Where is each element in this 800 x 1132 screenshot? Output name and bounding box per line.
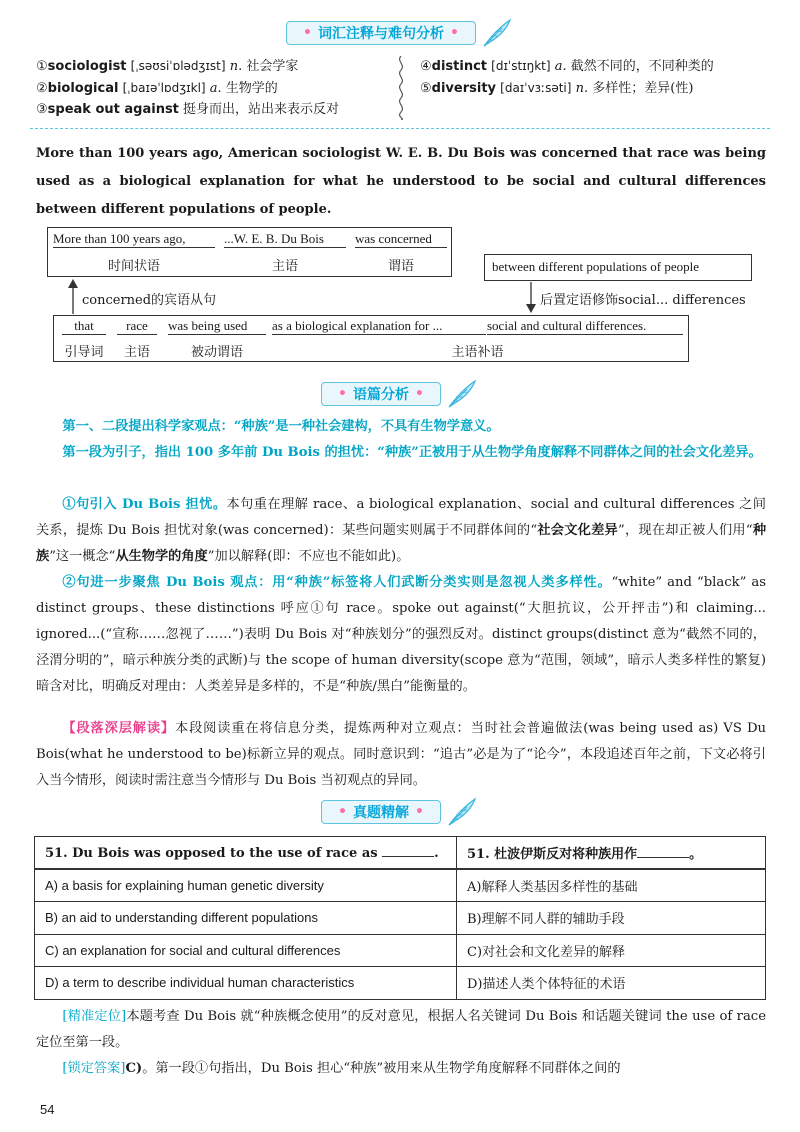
question-stem-en: 51. Du Bois was opposed to the use of race as . (35, 837, 457, 870)
dot-icon: • (415, 386, 424, 402)
diagram-segment-differences: social and cultural differences. (487, 318, 683, 335)
exam-section-pill (321, 800, 441, 824)
option-d-en: D) a term to describe individual human characteristics (35, 967, 457, 1000)
vocab-item-2: ②biological [ˌbaɪəˈlɒdʒɪkl] a. 生物学的 (36, 81, 278, 96)
section-divider (30, 128, 770, 129)
vocab-item-1: ①sociologist [ˌsəʊsiˈɒlədʒɪst] n. 社会学家 (36, 59, 299, 74)
question-stem-zh: 51. 杜波伊斯反对将种族用作 。 (457, 837, 766, 870)
diagram-segment-subject: ...W. E. B. Du Bois (224, 231, 346, 248)
vocab-item-4: ④distinct [dɪˈstɪŋkt] a. 截然不同的，不同种类的 (420, 59, 714, 74)
analysis-location: [精准定位]本题考查 Du Bois 就“种族概念使用”的反对意见，根据人名关键词 Du Bois 和话题关键词 the use of race 定位至第一段。 (36, 1009, 766, 1050)
dot-icon: • (303, 25, 312, 41)
diagram-note-postmodifier: 后置定语修饰social... differences (540, 293, 746, 308)
discourse-deep-reading: 【段落深层解读】本段阅读重在将信息分类，提炼两种对立观点：当时社会普遍做法(was being used as) VS Du Bois(what he understood to be)标新立异的观点。同时意识到：“追古”必是为了“论今”，本段追述百年之前，下文必将引入当今情形，阅读时需注意当今情形与 Du Bois 当初观点的异同。 (36, 721, 767, 788)
diagram-label-predicate: 谓语 (387, 259, 414, 274)
page-number: 54 (40, 1102, 55, 1117)
vocab-item-3: ③speak out against 挺身而出，站出来表示反对 (36, 102, 340, 117)
dot-icon: • (450, 25, 459, 41)
diagram-label-passive-predicate: 被动谓语 (190, 345, 243, 360)
discourse-sentence-1: ①句引入 Du Bois 担忧。本句重在理解 race、a biological explanation、social and cultural differences 之间关系，提炼 Du Bois 担忧对象(was concerned)：某些问题实则属于不同群体间的“社会文化差异”，现在却正被人们用“种族”这一概念“从生物学的角度”加以解释(即：不应也不能如此)。 (36, 497, 767, 564)
option-b-en: B) an aid to understanding different populations (35, 902, 457, 935)
vocab-section-pill (286, 21, 476, 45)
vocab-section-title: 词汇注释与难句分析 (318, 26, 444, 42)
diagram-segment-race: race (117, 318, 157, 335)
analysis-answer: [锁定答案]C)。第一段①句指出，Du Bois 担心“种族”被用来从生物学角度解释不同群体之间的 (62, 1061, 621, 1076)
diagram-right-phrase: between different populations of people (492, 259, 699, 274)
diagram-label-subject: 主语 (271, 259, 298, 274)
diagram-label-conjunction: 引导词 (64, 345, 104, 360)
answer-blank (637, 846, 689, 858)
diagram-segment-time: More than 100 years ago, (53, 231, 215, 248)
vocab-section-banner (0, 18, 800, 48)
discourse-summary: 第一、二段提出科学家观点：“种族”是一种社会建构，不具有生物学意义。 (62, 419, 500, 434)
diagram-segment-that: that (62, 318, 106, 335)
option-b-zh: B)理解不同人群的辅助手段 (457, 902, 766, 935)
feather-pen-icon (445, 377, 479, 411)
diagram-segment-explanation: as a biological explanation for ... (272, 318, 486, 335)
answer-blank (382, 845, 434, 857)
discourse-intro: 第一段为引子，指出 100 多年前 Du Bois 的担忧：“种族”正被用于从生物学角度解释不同群体之间的社会文化差异。 (62, 445, 762, 460)
diagram-label-clause-subject: 主语 (123, 345, 150, 360)
vocab-item-5: ⑤diversity [daɪˈvɜːsəti] n. 多样性；差异(性) (420, 81, 694, 96)
option-row-d (35, 967, 766, 1000)
option-d-zh: D)描述人类个体特征的术语 (457, 967, 766, 1000)
option-row-c (35, 934, 766, 967)
discourse-section-banner (0, 379, 800, 409)
feather-pen-icon (445, 795, 479, 829)
key-sentence: More than 100 years ago, American sociologist W. E. B. Du Bois was concerned that race was being used as a biological explanation for what he understood to be social and cultural differences between different populations of people. (36, 146, 766, 217)
dot-icon: • (338, 804, 347, 820)
diagram-note-object-clause: concerned的宾语从句 (82, 293, 217, 308)
diagram-label-time: 时间状语 (107, 259, 160, 274)
exam-section-banner (0, 797, 800, 827)
question-table (34, 836, 766, 1000)
exam-section-title: 真题精解 (353, 805, 409, 821)
feather-pen-icon (480, 16, 514, 50)
option-c-zh: C)对社会和文化差异的解释 (457, 934, 766, 967)
option-c-en: C) an explanation for social and cultural differences (35, 934, 457, 967)
option-a-zh: A)解释人类基因多样性的基础 (457, 869, 766, 902)
option-a-en: A) a basis for explaining human genetic diversity (35, 869, 457, 902)
discourse-section-title: 语篇分析 (353, 387, 409, 403)
option-row-a (35, 869, 766, 902)
diagram-label-complement: 主语补语 (451, 345, 504, 360)
diagram-segment-was-being-used: was being used (168, 318, 266, 335)
option-row-b (35, 902, 766, 935)
dot-icon: • (338, 386, 347, 402)
discourse-section-pill (321, 382, 441, 406)
diagram-segment-predicate: was concerned (355, 231, 447, 248)
discourse-sentence-2: ②句进一步聚焦 Du Bois 观点：用“种族”标签将人们武断分类实则是忽视人类多样性。“white” and “black” as distinct groups、these distinctions 呼应①句 race。spoke out against(“大胆抗议，公开抨击”)和 claiming... ignored...(“宣称……忽视了……”)表明 Du Bois 对“种族划分”的强烈反对。distinct groups(distinct 意为“截然不同的，泾渭分明的”，暗示种族分类的武断)与 the scope of human diversity(scope 意为“范围，领域”，暗示人类多样性的繁复)暗含对比，明确反对理由：人类差异是多样的，不是“种族/黑白”能衡量的。 (36, 575, 766, 694)
question-stem-row (35, 837, 766, 870)
divider-squiggle-icon (394, 56, 408, 120)
dot-icon: • (415, 804, 424, 820)
